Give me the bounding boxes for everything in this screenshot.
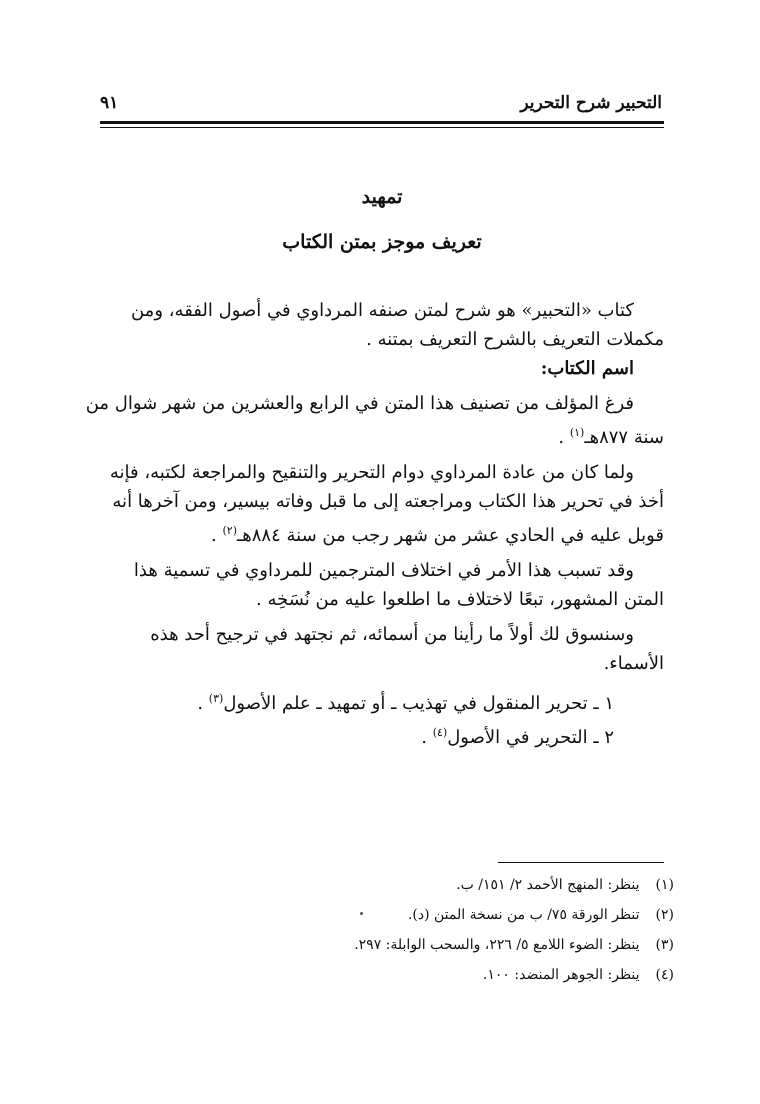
footnote <box>94 960 674 990</box>
footnote-text: تنظر الورقة ٧٥/ ب من نسخة المتن (د). <box>407 907 640 923</box>
footnote-number: (١) <box>655 877 674 893</box>
section-headings <box>100 182 664 262</box>
footnote <box>94 930 674 960</box>
footnote-text: ينظر: المنهج الأحمد ٢/ ١٥١/ ب. <box>456 877 640 893</box>
footnote-ref: (٣) <box>208 692 224 705</box>
footnote-number: (٢) <box>655 907 674 923</box>
footnotes <box>94 870 674 990</box>
footnote-ref: (٤) <box>432 726 448 739</box>
header-rule-thin <box>100 127 664 128</box>
list-item: ٢ ـ التحرير في الأصول$^{(٤)}$ . <box>421 726 614 748</box>
footnote-number: (٣) <box>655 937 674 953</box>
list-item: ١ ـ تحرير المنقول في تهذيب ـ أو تمهيد ـ علم الأصول$^{(٣)}$ . <box>197 692 614 714</box>
text-line: ولما كان من عادة المرداوي دوام التحرير والتنقيح والمراجعة لكتبه، فإنه <box>109 462 634 483</box>
text-line: الأسماء. <box>603 653 664 674</box>
subheading-book-name: اسم الكتاب: <box>540 358 634 379</box>
paragraph-completion: فرغ المؤلف من تصنيف هذا المتن في الرابع والعشرين من شهر شوال من سنة ٨٧٧هـ$^{(١)}$ . <box>98 389 664 452</box>
text-line: فرغ المؤلف من تصنيف هذا المتن في الرابع والعشرين من شهر شوال من <box>85 393 634 414</box>
footnote <box>94 900 674 930</box>
text-line: المتن المشهور، تبعًا لاختلاف ما اطلعوا عليه من نُسَخِه . <box>256 589 664 610</box>
page-number: ٩١ <box>100 93 119 113</box>
paragraph-intro <box>98 296 664 354</box>
footnote-text: ينظر: الجوهر المنضد: ١٠٠. <box>482 967 640 983</box>
section-title: تمهيد <box>361 186 403 208</box>
list-item-text: ٢ ـ التحرير في الأصول <box>447 727 614 748</box>
paragraph-naming-variance <box>98 556 664 614</box>
list-item-text: ١ ـ تحرير المنقول في تهذيب ـ أو تمهيد ـ علم الأصول <box>223 693 614 714</box>
body-text <box>85 296 664 752</box>
running-title: التحبير شرح التحرير <box>520 93 662 113</box>
paragraph-revision: ولما كان من عادة المرداوي دوام التحرير والتنقيح والمراجعة لكتبه، فإنه أخذ في تحرير هذا الكتاب ومراجعته إلى ما قبل وفاته بيسير، ومن آخرها أنه قوبل عليه في الحادي عشر من شهر رجب من سنة ٨٨٤هـ$^{(٢)}$ . <box>98 458 664 550</box>
text-line: مكملات التعريف بالشرح التعريف بمتنه . <box>366 329 664 350</box>
running-header <box>100 92 662 114</box>
section-subtitle: تعريف موجز بمتن الكتاب <box>282 231 482 253</box>
footnote-number: (٤) <box>655 967 674 983</box>
text-line: وقد تسبب هذا الأمر في اختلاف المترجمين للمرداوي في تسمية هذا <box>133 560 634 581</box>
text-line: قوبل عليه في الحادي عشر من شهر رجب من سنة ٨٨٤هـ <box>236 525 664 546</box>
text-line: كتاب «التحبير» هو شرح لمتن صنفه المرداوي في أصول الفقه، ومن <box>130 300 634 321</box>
footnote-ref: (١) <box>569 426 585 439</box>
text-line: وسنسوق لك أولاً ما رأينا من أسمائه، ثم نجتهد في ترجيح أحد هذه <box>150 624 634 645</box>
paragraph-names-intro <box>98 620 664 678</box>
text-line: أخذ في تحرير هذا الكتاب ومراجعته إلى ما قبل وفاته بيسير، ومن آخرها أنه <box>112 491 664 512</box>
text-line: سنة ٨٧٧هـ <box>584 427 664 448</box>
footnote-text: ينظر: الضوء اللامع ٥/ ٢٢٦، والسحب الوابلة: ٢٩٧. <box>354 937 640 953</box>
footnote-ref: (٢) <box>222 524 237 537</box>
header-rule-thick <box>100 121 664 124</box>
footnote <box>94 870 674 900</box>
footnote-rule <box>498 862 664 863</box>
